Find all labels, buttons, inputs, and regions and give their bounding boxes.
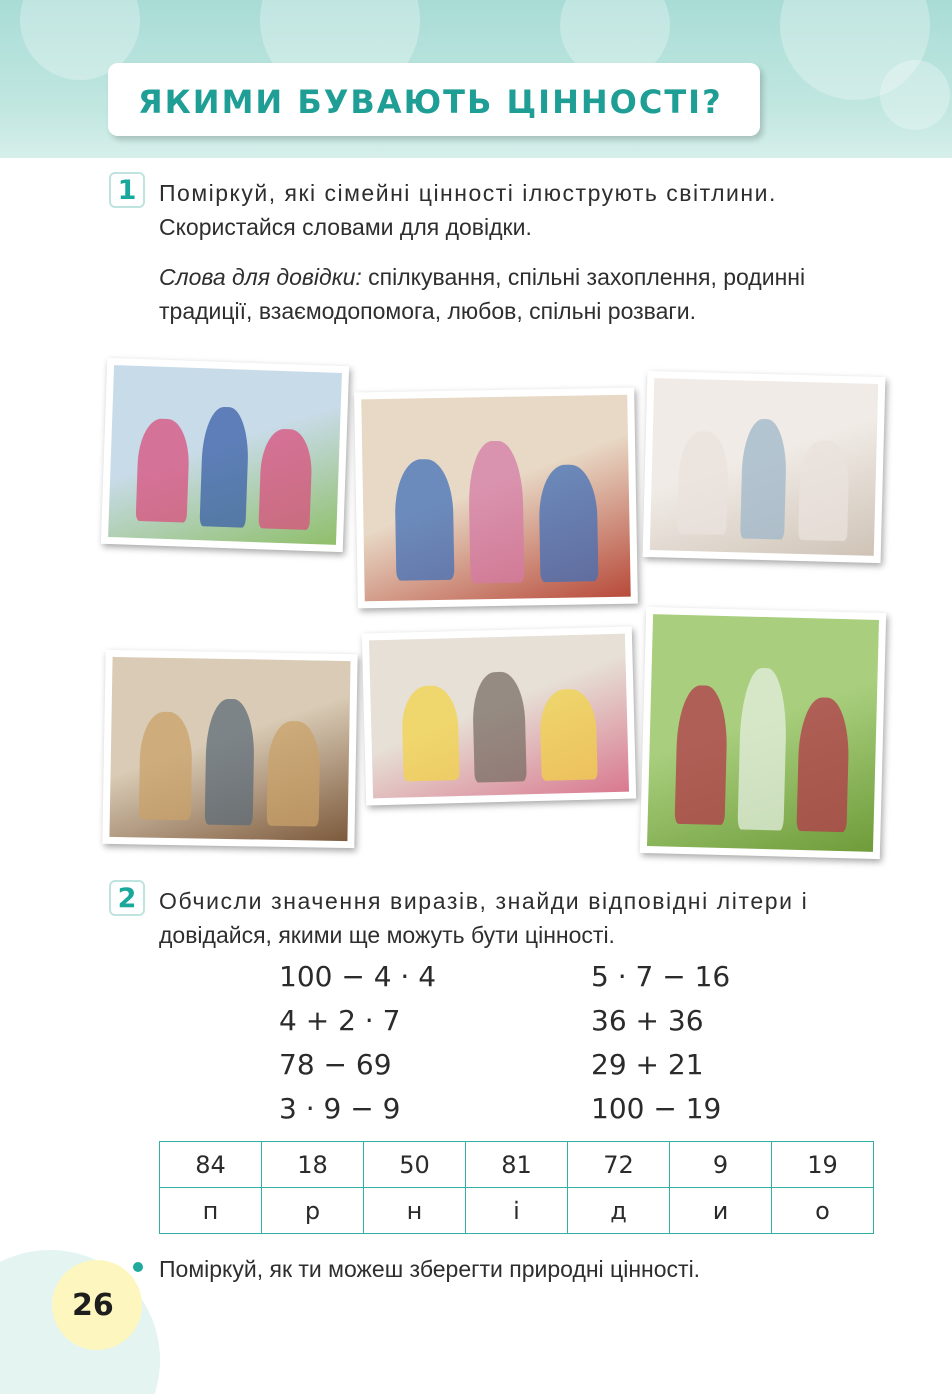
task-1-number: 1 bbox=[109, 172, 145, 208]
photo-figure-shape bbox=[797, 697, 850, 833]
photo-figure-shape bbox=[138, 711, 192, 820]
photo-figure-shape bbox=[738, 667, 787, 831]
photo-figure-shape bbox=[539, 688, 598, 781]
hint-words bbox=[159, 260, 879, 328]
family-boardgame-photo bbox=[109, 657, 350, 841]
hint-line-2: традиції, взаємодопомога, любов, спільні розваги. bbox=[159, 298, 697, 324]
page-title: ЯКИМИ БУВАЮТЬ ЦІННОСТІ? bbox=[138, 83, 723, 121]
key-number-cell: 72 bbox=[568, 1142, 670, 1188]
key-number-cell: 84 bbox=[160, 1142, 262, 1188]
expression-right-1: 5 · 7 − 16 bbox=[591, 960, 731, 993]
mother-son-bed-photo bbox=[650, 378, 878, 556]
bullet-text: Поміркуй, як ти можеш зберегти природні цінності. bbox=[159, 1256, 701, 1282]
key-number-cell: 9 bbox=[670, 1142, 772, 1188]
expression-left-3: 78 − 69 bbox=[279, 1048, 392, 1081]
key-number-cell: 50 bbox=[364, 1142, 466, 1188]
photo-figure-shape bbox=[740, 418, 788, 540]
photo-figure-shape bbox=[401, 685, 460, 781]
photo-figure-shape bbox=[798, 440, 850, 541]
photo-3 bbox=[643, 371, 886, 563]
expression-right-2: 36 + 36 bbox=[591, 1004, 704, 1037]
key-letter-cell: п bbox=[160, 1188, 262, 1234]
key-number-cell: 18 bbox=[262, 1142, 364, 1188]
photo-figure-shape bbox=[472, 671, 526, 783]
task-1-line-1: Поміркуй, які сімейні цінності ілюструють світлини. bbox=[159, 180, 777, 206]
bullet-icon bbox=[133, 1262, 143, 1272]
photo-figure-shape bbox=[205, 698, 255, 825]
key-number-cell: 19 bbox=[772, 1142, 874, 1188]
task-2-number: 2 bbox=[109, 880, 145, 916]
key-number-cell: 81 bbox=[466, 1142, 568, 1188]
photo-figure-shape bbox=[136, 418, 190, 523]
key-letter-cell: н bbox=[364, 1188, 466, 1234]
key-letter-cell: р bbox=[262, 1188, 364, 1234]
photo-figure-shape bbox=[267, 721, 321, 826]
photo-figure-shape bbox=[259, 429, 313, 530]
expression-left-1: 100 − 4 · 4 bbox=[279, 960, 437, 993]
expression-left-4: 3 · 9 − 9 bbox=[279, 1092, 401, 1125]
decor-bubble bbox=[880, 60, 950, 130]
photo-4 bbox=[102, 650, 357, 848]
family-rollerskating-photo bbox=[108, 365, 342, 545]
title-box bbox=[108, 63, 760, 136]
key-numbers-row bbox=[160, 1142, 874, 1188]
hint-label: Слова для довідки: bbox=[159, 264, 362, 290]
photo-figure-shape bbox=[394, 458, 455, 580]
family-sofa-photo bbox=[361, 395, 630, 602]
photo-2 bbox=[354, 388, 638, 609]
photo-figure-shape bbox=[200, 406, 250, 528]
photo-1 bbox=[101, 358, 349, 552]
page-number: 26 bbox=[72, 1288, 114, 1323]
family-birthday-cake-photo bbox=[369, 634, 629, 799]
key-letters-row bbox=[160, 1188, 874, 1234]
expression-left-2: 4 + 2 · 7 bbox=[279, 1004, 401, 1037]
photo-figure-shape bbox=[538, 464, 599, 582]
expression-right-4: 100 − 19 bbox=[591, 1092, 722, 1125]
photo-figure-shape bbox=[675, 684, 728, 824]
hint-words-part-1: спілкування, спільні захоплення, родинні bbox=[361, 264, 806, 290]
key-letter-cell: д bbox=[568, 1188, 670, 1234]
task-2-line-2: довідайся, якими ще можуть бути цінності. bbox=[159, 922, 615, 948]
expression-right-3: 29 + 21 bbox=[591, 1048, 704, 1081]
photo-figure-shape bbox=[468, 441, 524, 583]
answer-key-table bbox=[159, 1141, 874, 1234]
hint-line-1 bbox=[159, 260, 879, 294]
photo-figure-shape bbox=[677, 430, 729, 534]
family-planting-tree-photo bbox=[647, 614, 879, 852]
key-letter-cell: о bbox=[772, 1188, 874, 1234]
photo-5 bbox=[362, 626, 636, 805]
photo-6 bbox=[640, 607, 886, 859]
task-1-text bbox=[159, 176, 879, 244]
key-letter-cell: и bbox=[670, 1188, 772, 1234]
task-1-line-2: Скористайся словами для довідки. bbox=[159, 214, 532, 240]
task-2-text bbox=[159, 884, 879, 952]
task-2-line-1: Обчисли значення виразів, знайди відповідні літери і bbox=[159, 888, 809, 914]
key-letter-cell: і bbox=[466, 1188, 568, 1234]
